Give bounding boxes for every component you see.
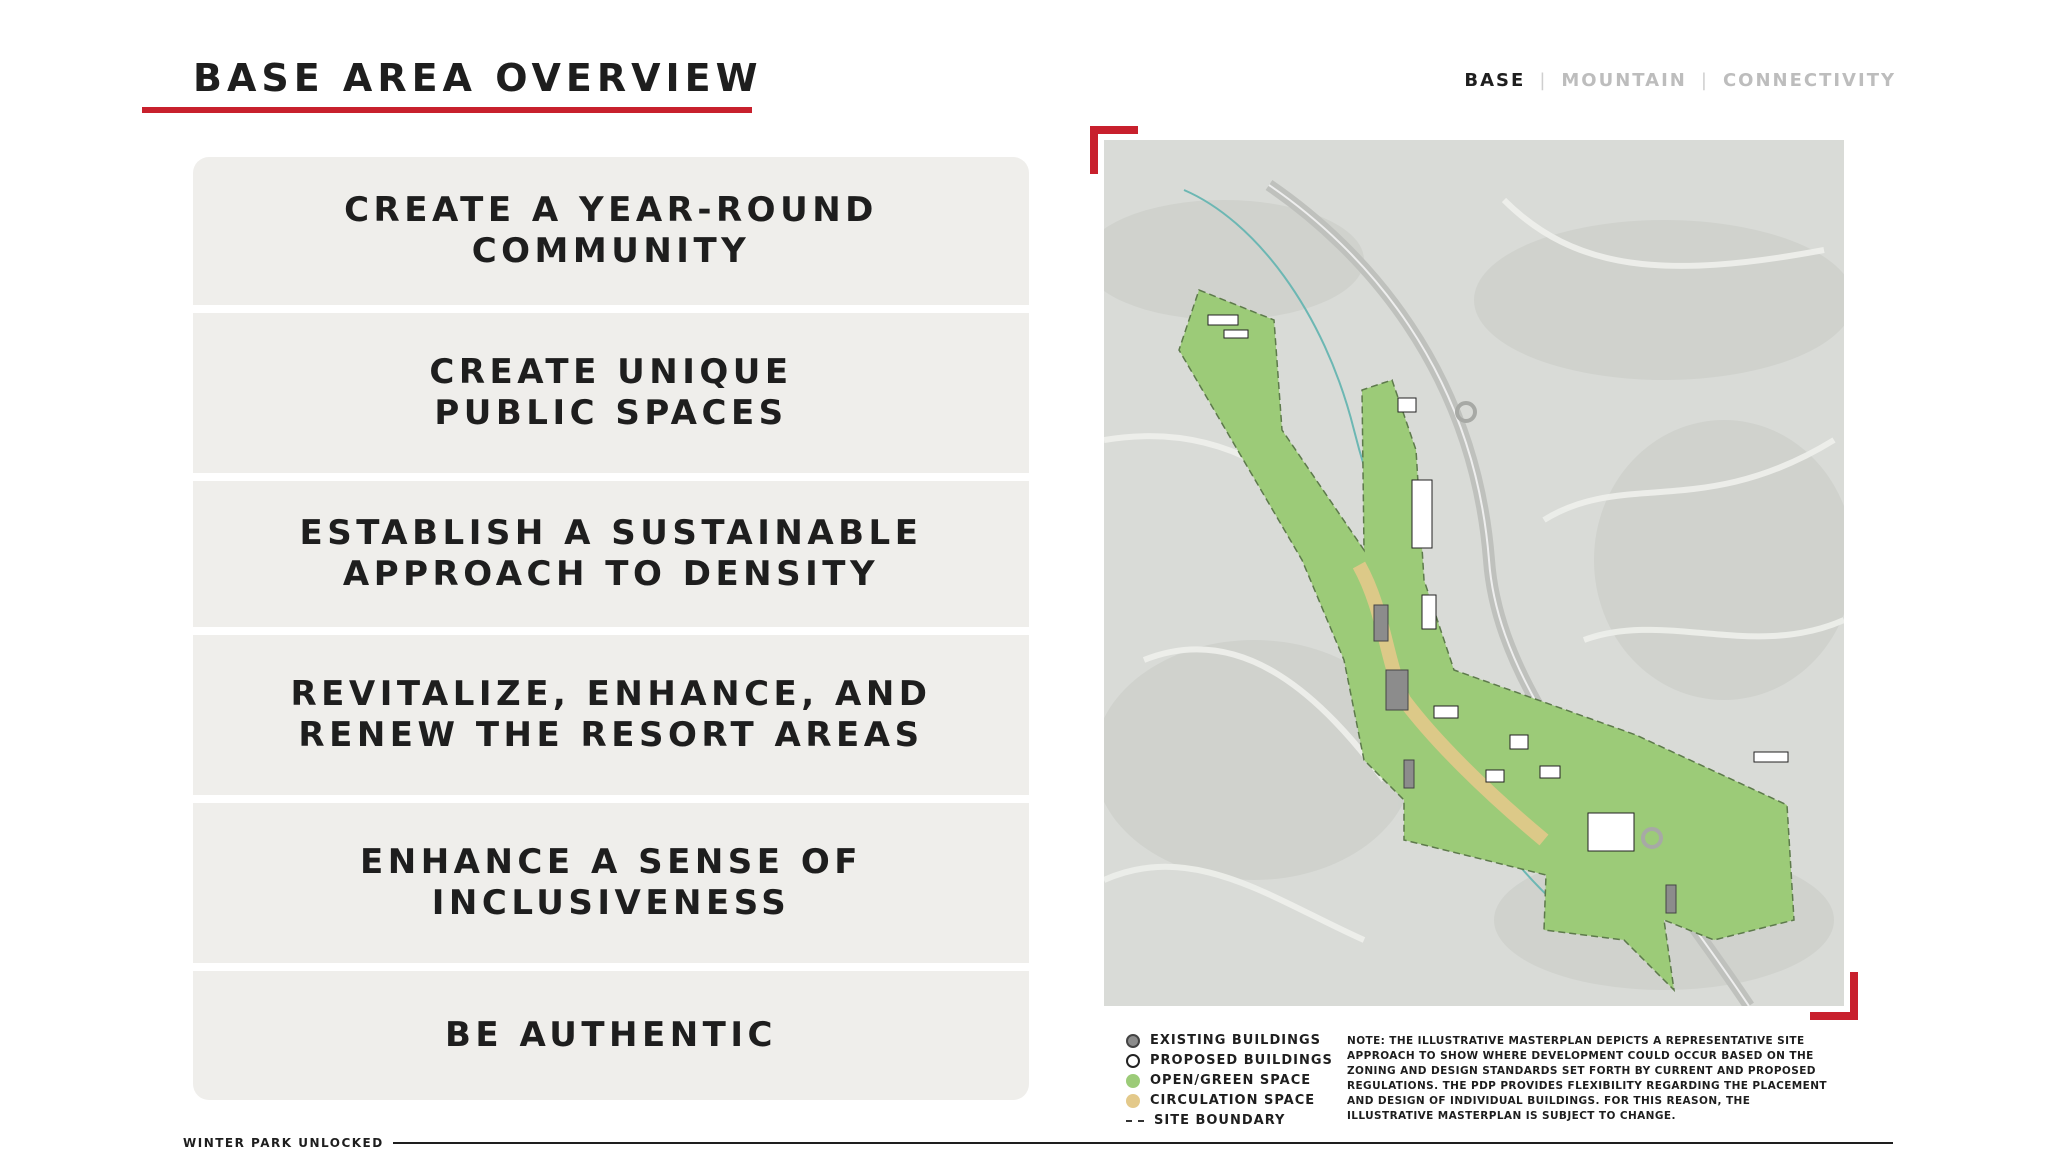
legend-item xyxy=(1126,1031,1333,1051)
legend-item xyxy=(1126,1071,1333,1091)
section-nav xyxy=(1464,70,1896,91)
legend-item xyxy=(1126,1051,1333,1071)
page-title: BASE AREA OVERVIEW xyxy=(193,56,763,100)
site-boundary-icon xyxy=(1126,1120,1144,1122)
legend-label: SITE BOUNDARY xyxy=(1154,1113,1286,1128)
map-legend xyxy=(1126,1031,1333,1131)
circulation-space-icon xyxy=(1126,1094,1140,1108)
masterplan-note: NOTE: THE ILLUSTRATIVE MASTERPLAN DEPICTS A REPRESENTATIVE SITE APPROACH TO SHOW WHERE DEVELOPMENT COULD OCCUR BASED ON THE ZONING AND DESIGN STANDARDS SET FORTH BY CURRENT AND PROPOSED REGULATIONS. THE PDP PROVIDES FLEXIBILITY REGARDING THE PLACEMENT AND DESIGN OF INDIVIDUAL BUILDINGS. FOR THIS REASON, THE ILLUSTRATIVE MASTERPLAN IS SUBJECT TO CHANGE. xyxy=(1347,1035,1827,1122)
legend-item xyxy=(1126,1111,1333,1131)
legend-label: EXISTING BUILDINGS xyxy=(1150,1033,1322,1048)
title-underline xyxy=(142,107,752,113)
nav-separator: | xyxy=(1539,70,1548,91)
goal-item: CREATE A YEAR-ROUND COMMUNITY xyxy=(193,157,1029,305)
nav-base[interactable]: BASE xyxy=(1464,70,1526,91)
proposed-buildings-icon xyxy=(1126,1054,1140,1068)
legend-label: PROPOSED BUILDINGS xyxy=(1150,1053,1333,1068)
masterplan-map xyxy=(1104,140,1844,1006)
goal-item: REVITALIZE, ENHANCE, AND RENEW THE RESORT AREAS xyxy=(193,635,1029,795)
footer-label: WINTER PARK UNLOCKED xyxy=(183,1136,384,1150)
legend-label: CIRCULATION SPACE xyxy=(1150,1093,1316,1108)
existing-buildings-icon xyxy=(1126,1034,1140,1048)
goals-list xyxy=(193,157,1029,1100)
legend-item xyxy=(1126,1091,1333,1111)
legend-label: OPEN/GREEN SPACE xyxy=(1150,1073,1312,1088)
goal-item: ENHANCE A SENSE OF INCLUSIVENESS xyxy=(193,803,1029,963)
nav-connectivity[interactable]: CONNECTIVITY xyxy=(1722,70,1896,91)
footer-divider xyxy=(393,1142,1893,1144)
nav-separator: | xyxy=(1700,70,1709,91)
goal-item: CREATE UNIQUE PUBLIC SPACES xyxy=(193,313,1029,473)
goal-item: BE AUTHENTIC xyxy=(193,971,1029,1100)
nav-mountain[interactable]: MOUNTAIN xyxy=(1561,70,1687,91)
goal-item: ESTABLISH A SUSTAINABLE APPROACH TO DENSITY xyxy=(193,481,1029,627)
green-space-icon xyxy=(1126,1074,1140,1088)
